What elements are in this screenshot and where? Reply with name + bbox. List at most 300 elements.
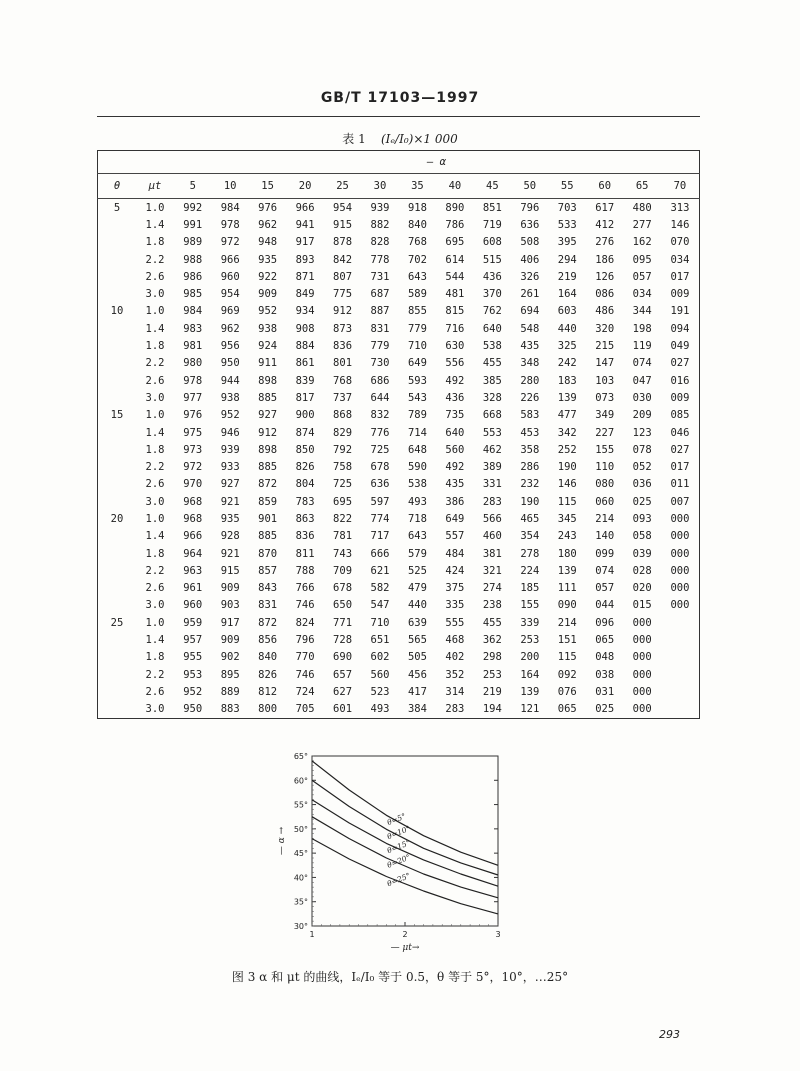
value-cell: 843 (258, 582, 278, 595)
table-row (98, 649, 700, 666)
value-cell: 992 (183, 201, 203, 214)
series-label: θ=10° (385, 823, 412, 842)
value-cell: 339 (520, 616, 540, 629)
value-cell: 017 (670, 461, 690, 474)
value-cell: 000 (632, 651, 652, 664)
value-cell: 917 (220, 616, 240, 629)
x-axis-label: — μt→ (390, 943, 420, 953)
value-cell: 960 (183, 599, 203, 612)
value-cell: 214 (595, 512, 615, 525)
value-cell: 911 (258, 357, 278, 370)
table-row (98, 476, 700, 493)
mu-cell: 1.0 (145, 616, 165, 629)
value-cell: 882 (370, 218, 390, 231)
value-cell: 313 (670, 201, 690, 214)
value-cell: 649 (407, 357, 427, 370)
value-cell: 887 (370, 305, 390, 318)
value-cell: 824 (295, 616, 315, 629)
table-row (98, 614, 700, 631)
value-cell: 025 (595, 703, 615, 716)
value-cell: 328 (482, 391, 502, 404)
value-cell: 505 (407, 651, 427, 664)
value-cell: 314 (445, 685, 465, 698)
mu-cell: 1.8 (145, 547, 165, 560)
table-row (98, 355, 700, 372)
value-cell: 694 (520, 305, 540, 318)
value-cell: 878 (333, 236, 353, 249)
mu-cell: 1.0 (145, 409, 165, 422)
value-cell: 768 (333, 374, 353, 387)
value-cell: 261 (520, 288, 540, 301)
value-cell: 036 (632, 478, 652, 491)
value-cell (661, 631, 700, 648)
value-cell: 746 (295, 668, 315, 681)
value-cell: 597 (370, 495, 390, 508)
value-cell: 000 (632, 616, 652, 629)
alpha-column-header: 40 (436, 174, 473, 199)
value-cell: 935 (258, 253, 278, 266)
value-cell: 480 (632, 201, 652, 214)
value-cell: 984 (220, 201, 240, 214)
value-cell: 986 (183, 270, 203, 283)
value-cell: 636 (520, 218, 540, 231)
value-cell: 941 (295, 218, 315, 231)
theta-cell (98, 441, 137, 458)
value-cell: 345 (557, 512, 577, 525)
table-row (98, 528, 700, 545)
alpha-column-header: 30 (361, 174, 398, 199)
value-cell: 352 (445, 668, 465, 681)
value-cell: 601 (333, 703, 353, 716)
value-cell: 185 (520, 582, 540, 595)
value-cell: 966 (183, 530, 203, 543)
value-cell: 493 (370, 703, 390, 716)
value-cell: 460 (482, 530, 502, 543)
value-cell: 836 (333, 340, 353, 353)
series-label: θ=5° (385, 811, 408, 828)
value-cell: 614 (445, 253, 465, 266)
value-cell: 812 (258, 685, 278, 698)
value-cell: 909 (220, 634, 240, 647)
value-cell: 921 (220, 547, 240, 560)
value-cell: 280 (520, 374, 540, 387)
value-cell: 191 (670, 305, 690, 318)
value-cell: 320 (595, 322, 615, 335)
value-cell: 209 (632, 409, 652, 422)
value-cell: 927 (220, 478, 240, 491)
value-cell: 453 (520, 426, 540, 439)
value-cell: 639 (407, 616, 427, 629)
value-cell: 486 (595, 305, 615, 318)
table-caption (0, 130, 800, 147)
value-cell: 034 (670, 253, 690, 266)
value-cell: 950 (220, 357, 240, 370)
value-cell: 090 (557, 599, 577, 612)
table-row (98, 337, 700, 354)
value-cell: 804 (295, 478, 315, 491)
value-cell: 030 (632, 391, 652, 404)
value-cell: 547 (370, 599, 390, 612)
value-cell: 918 (407, 201, 427, 214)
value-cell: 603 (557, 305, 577, 318)
value-cell: 555 (445, 616, 465, 629)
y-tick-label: 35° (293, 897, 308, 907)
value-cell: 344 (632, 305, 652, 318)
alpha-column-header: 15 (249, 174, 286, 199)
value-cell: 956 (220, 340, 240, 353)
mu-cell: 1.8 (145, 340, 165, 353)
value-cell: 871 (295, 270, 315, 283)
value-cell: 190 (520, 495, 540, 508)
mu-cell: 3.0 (145, 599, 165, 612)
value-cell: 492 (445, 461, 465, 474)
mu-cell: 2.2 (145, 564, 165, 577)
value-cell: 775 (333, 288, 353, 301)
mu-cell: 3.0 (145, 495, 165, 508)
value-cell: 898 (258, 374, 278, 387)
value-cell: 590 (407, 461, 427, 474)
y-tick-label: 55° (293, 800, 308, 810)
value-cell: 058 (632, 530, 652, 543)
value-cell: 126 (595, 270, 615, 283)
value-cell: 690 (333, 651, 353, 664)
value-cell: 984 (183, 305, 203, 318)
value-cell: 737 (333, 391, 353, 404)
value-cell: 743 (333, 547, 353, 560)
alpha-column-header: 45 (474, 174, 511, 199)
value-cell: 912 (333, 305, 353, 318)
value-cell: 000 (670, 564, 690, 577)
mu-cell: 2.2 (145, 461, 165, 474)
value-cell: 648 (407, 443, 427, 456)
value-cell: 115 (557, 651, 577, 664)
alpha-column-header: 70 (661, 174, 700, 199)
table-row (98, 407, 700, 424)
value-cell: 186 (595, 253, 615, 266)
value-cell: 219 (482, 685, 502, 698)
mu-cell: 2.2 (145, 357, 165, 370)
value-cell: 786 (445, 218, 465, 231)
value-cell: 776 (370, 426, 390, 439)
value-cell: 146 (670, 218, 690, 231)
value-cell: 039 (632, 547, 652, 560)
value-cell: 111 (557, 582, 577, 595)
value-cell: 523 (370, 685, 390, 698)
mu-cell: 2.6 (145, 685, 165, 698)
value-cell: 874 (295, 426, 315, 439)
value-cell: 164 (557, 288, 577, 301)
value-cell: 381 (482, 547, 502, 560)
column-header-row (98, 174, 700, 199)
value-cell: 119 (632, 340, 652, 353)
table-row (98, 597, 700, 614)
value-cell: 621 (370, 564, 390, 577)
value-cell: 484 (445, 547, 465, 560)
value-cell: 038 (595, 668, 615, 681)
value-cell: 384 (407, 703, 427, 716)
value-cell: 962 (258, 218, 278, 231)
value-cell: 553 (482, 426, 502, 439)
value-cell: 440 (557, 322, 577, 335)
table-row (98, 493, 700, 510)
value-cell: 147 (595, 357, 615, 370)
value-cell: 074 (632, 357, 652, 370)
value-cell: 718 (407, 512, 427, 525)
value-cell: 695 (333, 495, 353, 508)
theta-cell (98, 597, 137, 614)
value-cell: 435 (520, 340, 540, 353)
value-cell: 227 (595, 426, 615, 439)
value-cell: 779 (407, 322, 427, 335)
mu-cell: 1.4 (145, 530, 165, 543)
value-cell: 028 (632, 564, 652, 577)
value-cell: 725 (333, 478, 353, 491)
value-cell: 110 (595, 461, 615, 474)
value-cell: 093 (632, 512, 652, 525)
value-cell: 533 (557, 218, 577, 231)
value-cell: 073 (595, 391, 615, 404)
value-cell: 716 (445, 322, 465, 335)
value-cell: 650 (333, 599, 353, 612)
table-row (98, 303, 700, 320)
theta-cell (98, 562, 137, 579)
value-cell: 703 (557, 201, 577, 214)
value-cell: 065 (557, 703, 577, 716)
alpha-column-header: 55 (549, 174, 586, 199)
table-row (98, 458, 700, 475)
series-label: θ=15° (385, 837, 412, 856)
value-cell: 730 (370, 357, 390, 370)
value-cell: 139 (557, 391, 577, 404)
value-cell: 762 (482, 305, 502, 318)
value-cell: 515 (482, 253, 502, 266)
theta-cell (98, 234, 137, 251)
value-cell: 988 (183, 253, 203, 266)
value-cell: 065 (595, 634, 615, 647)
mu-cell: 2.6 (145, 374, 165, 387)
value-cell: 980 (183, 357, 203, 370)
theta-cell: 10 (110, 305, 124, 318)
value-cell: 232 (520, 478, 540, 491)
value-cell: 644 (370, 391, 390, 404)
value-cell: 277 (632, 218, 652, 231)
value-cell: 863 (295, 512, 315, 525)
table-row (98, 701, 700, 719)
y-tick-label: 45° (293, 849, 308, 859)
value-cell: 121 (520, 703, 540, 716)
value-cell: 952 (183, 685, 203, 698)
value-cell: 070 (670, 236, 690, 249)
value-cell: 826 (295, 461, 315, 474)
table-row (98, 251, 700, 268)
value-cell: 912 (258, 426, 278, 439)
value-cell: 000 (670, 512, 690, 525)
value-cell: 283 (445, 703, 465, 716)
value-cell: 602 (370, 651, 390, 664)
theta-cell (98, 389, 137, 406)
value-cell: 960 (220, 270, 240, 283)
value-cell: 214 (557, 616, 577, 629)
value-cell: 096 (595, 616, 615, 629)
value-cell: 047 (632, 374, 652, 387)
theta-cell (98, 372, 137, 389)
value-cell: 294 (557, 253, 577, 266)
value-cell: 938 (258, 322, 278, 335)
value-cell: 678 (370, 461, 390, 474)
value-cell: 978 (220, 218, 240, 231)
value-cell: 242 (557, 357, 577, 370)
mu-cell: 2.6 (145, 478, 165, 491)
theta-cell (98, 545, 137, 562)
value-cell: 076 (557, 685, 577, 698)
value-cell: 000 (670, 547, 690, 560)
value-cell: 078 (632, 443, 652, 456)
value-cell: 800 (258, 703, 278, 716)
value-cell: 883 (220, 703, 240, 716)
value-cell: 406 (520, 253, 540, 266)
x-tick-label: 1 (309, 930, 315, 939)
alpha-header-row (98, 151, 700, 174)
value-cell: 544 (445, 270, 465, 283)
mu-cell: 3.0 (145, 703, 165, 716)
value-cell: 538 (482, 340, 502, 353)
value-cell: 989 (183, 236, 203, 249)
value-cell: 954 (220, 288, 240, 301)
y-tick-label: 65° (293, 752, 308, 761)
value-cell: 253 (520, 634, 540, 647)
value-cell: 417 (407, 685, 427, 698)
value-cell: 016 (670, 374, 690, 387)
value-cell: 608 (482, 236, 502, 249)
value-cell: 954 (333, 201, 353, 214)
value-cell: 935 (220, 512, 240, 525)
theta-cell (98, 493, 137, 510)
value-cell: 048 (595, 651, 615, 664)
theta-cell (98, 701, 137, 719)
value-cell: 792 (333, 443, 353, 456)
value-cell: 789 (407, 409, 427, 422)
theta-cell (98, 528, 137, 545)
theta-cell (98, 649, 137, 666)
value-cell: 643 (407, 270, 427, 283)
value-cell: 968 (183, 512, 203, 525)
value-cell: 719 (482, 218, 502, 231)
y-tick-label: 60° (293, 776, 308, 786)
y-tick-label: 30° (293, 922, 308, 931)
value-cell: 146 (557, 478, 577, 491)
value-cell: 966 (220, 253, 240, 266)
theta-cell (98, 631, 137, 648)
value-cell: 440 (407, 599, 427, 612)
theta-cell (98, 268, 137, 285)
value-cell: 190 (557, 461, 577, 474)
alpha-column-header: 20 (286, 174, 323, 199)
value-cell: 714 (407, 426, 427, 439)
value-cell: 889 (220, 685, 240, 698)
theta-cell (98, 683, 137, 700)
value-cell: 668 (482, 409, 502, 422)
value-cell: 060 (595, 495, 615, 508)
value-cell: 583 (520, 409, 540, 422)
value-cell: 582 (370, 582, 390, 595)
series-line-0 (312, 761, 498, 865)
value-cell: 044 (595, 599, 615, 612)
value-cell: 975 (183, 426, 203, 439)
x-tick-label: 3 (495, 930, 501, 939)
value-cell: 007 (670, 495, 690, 508)
value-cell: 462 (482, 443, 502, 456)
value-cell: 386 (445, 495, 465, 508)
value-cell: 970 (183, 478, 203, 491)
value-cell: 436 (445, 391, 465, 404)
value-cell: 872 (258, 616, 278, 629)
value-cell: 477 (557, 409, 577, 422)
value-cell: 015 (632, 599, 652, 612)
value-cell: 000 (632, 703, 652, 716)
value-cell: 900 (295, 409, 315, 422)
value-cell: 200 (520, 651, 540, 664)
value-cell: 481 (445, 288, 465, 301)
y-tick-label: 50° (293, 824, 308, 834)
value-cell: 034 (632, 288, 652, 301)
value-cell: 375 (445, 582, 465, 595)
value-cell: 902 (220, 651, 240, 664)
value-cell: 412 (595, 218, 615, 231)
alpha-label: — α (174, 151, 700, 174)
value-cell: 253 (482, 668, 502, 681)
value-cell: 934 (295, 305, 315, 318)
value-cell: 851 (482, 201, 502, 214)
value-cell: 778 (370, 253, 390, 266)
value-cell: 856 (258, 634, 278, 647)
value-cell: 836 (295, 530, 315, 543)
value-cell: 872 (258, 478, 278, 491)
theta-cell: 5 (113, 201, 121, 214)
value-cell: 238 (482, 599, 502, 612)
theta-cell: 15 (110, 409, 124, 422)
table-row (98, 441, 700, 458)
value-cell (661, 683, 700, 700)
value-cell: 710 (370, 616, 390, 629)
value-cell: 589 (407, 288, 427, 301)
table-row (98, 562, 700, 579)
value-cell (661, 649, 700, 666)
value-cell: 057 (595, 582, 615, 595)
value-cell: 215 (595, 340, 615, 353)
mu-cell: 1.4 (145, 634, 165, 647)
value-cell: 243 (557, 530, 577, 543)
value-cell: 709 (333, 564, 353, 577)
value-cell: 873 (333, 322, 353, 335)
value-cell: 194 (482, 703, 502, 716)
value-cell: 436 (482, 270, 502, 283)
value-cell: 779 (370, 340, 390, 353)
value-cell: 046 (670, 426, 690, 439)
value-cell: 000 (632, 634, 652, 647)
x-tick-label: 2 (402, 930, 408, 939)
mu-cell: 1.8 (145, 236, 165, 249)
table-row (98, 580, 700, 597)
chart-svg (272, 746, 512, 953)
series-label: θ=25° (385, 870, 412, 889)
value-cell: 842 (333, 253, 353, 266)
value-cell: 074 (595, 564, 615, 577)
value-cell: 939 (220, 443, 240, 456)
value-cell: 861 (295, 357, 315, 370)
value-cell: 009 (670, 391, 690, 404)
theta-cell: 20 (110, 512, 124, 525)
value-cell: 180 (557, 547, 577, 560)
